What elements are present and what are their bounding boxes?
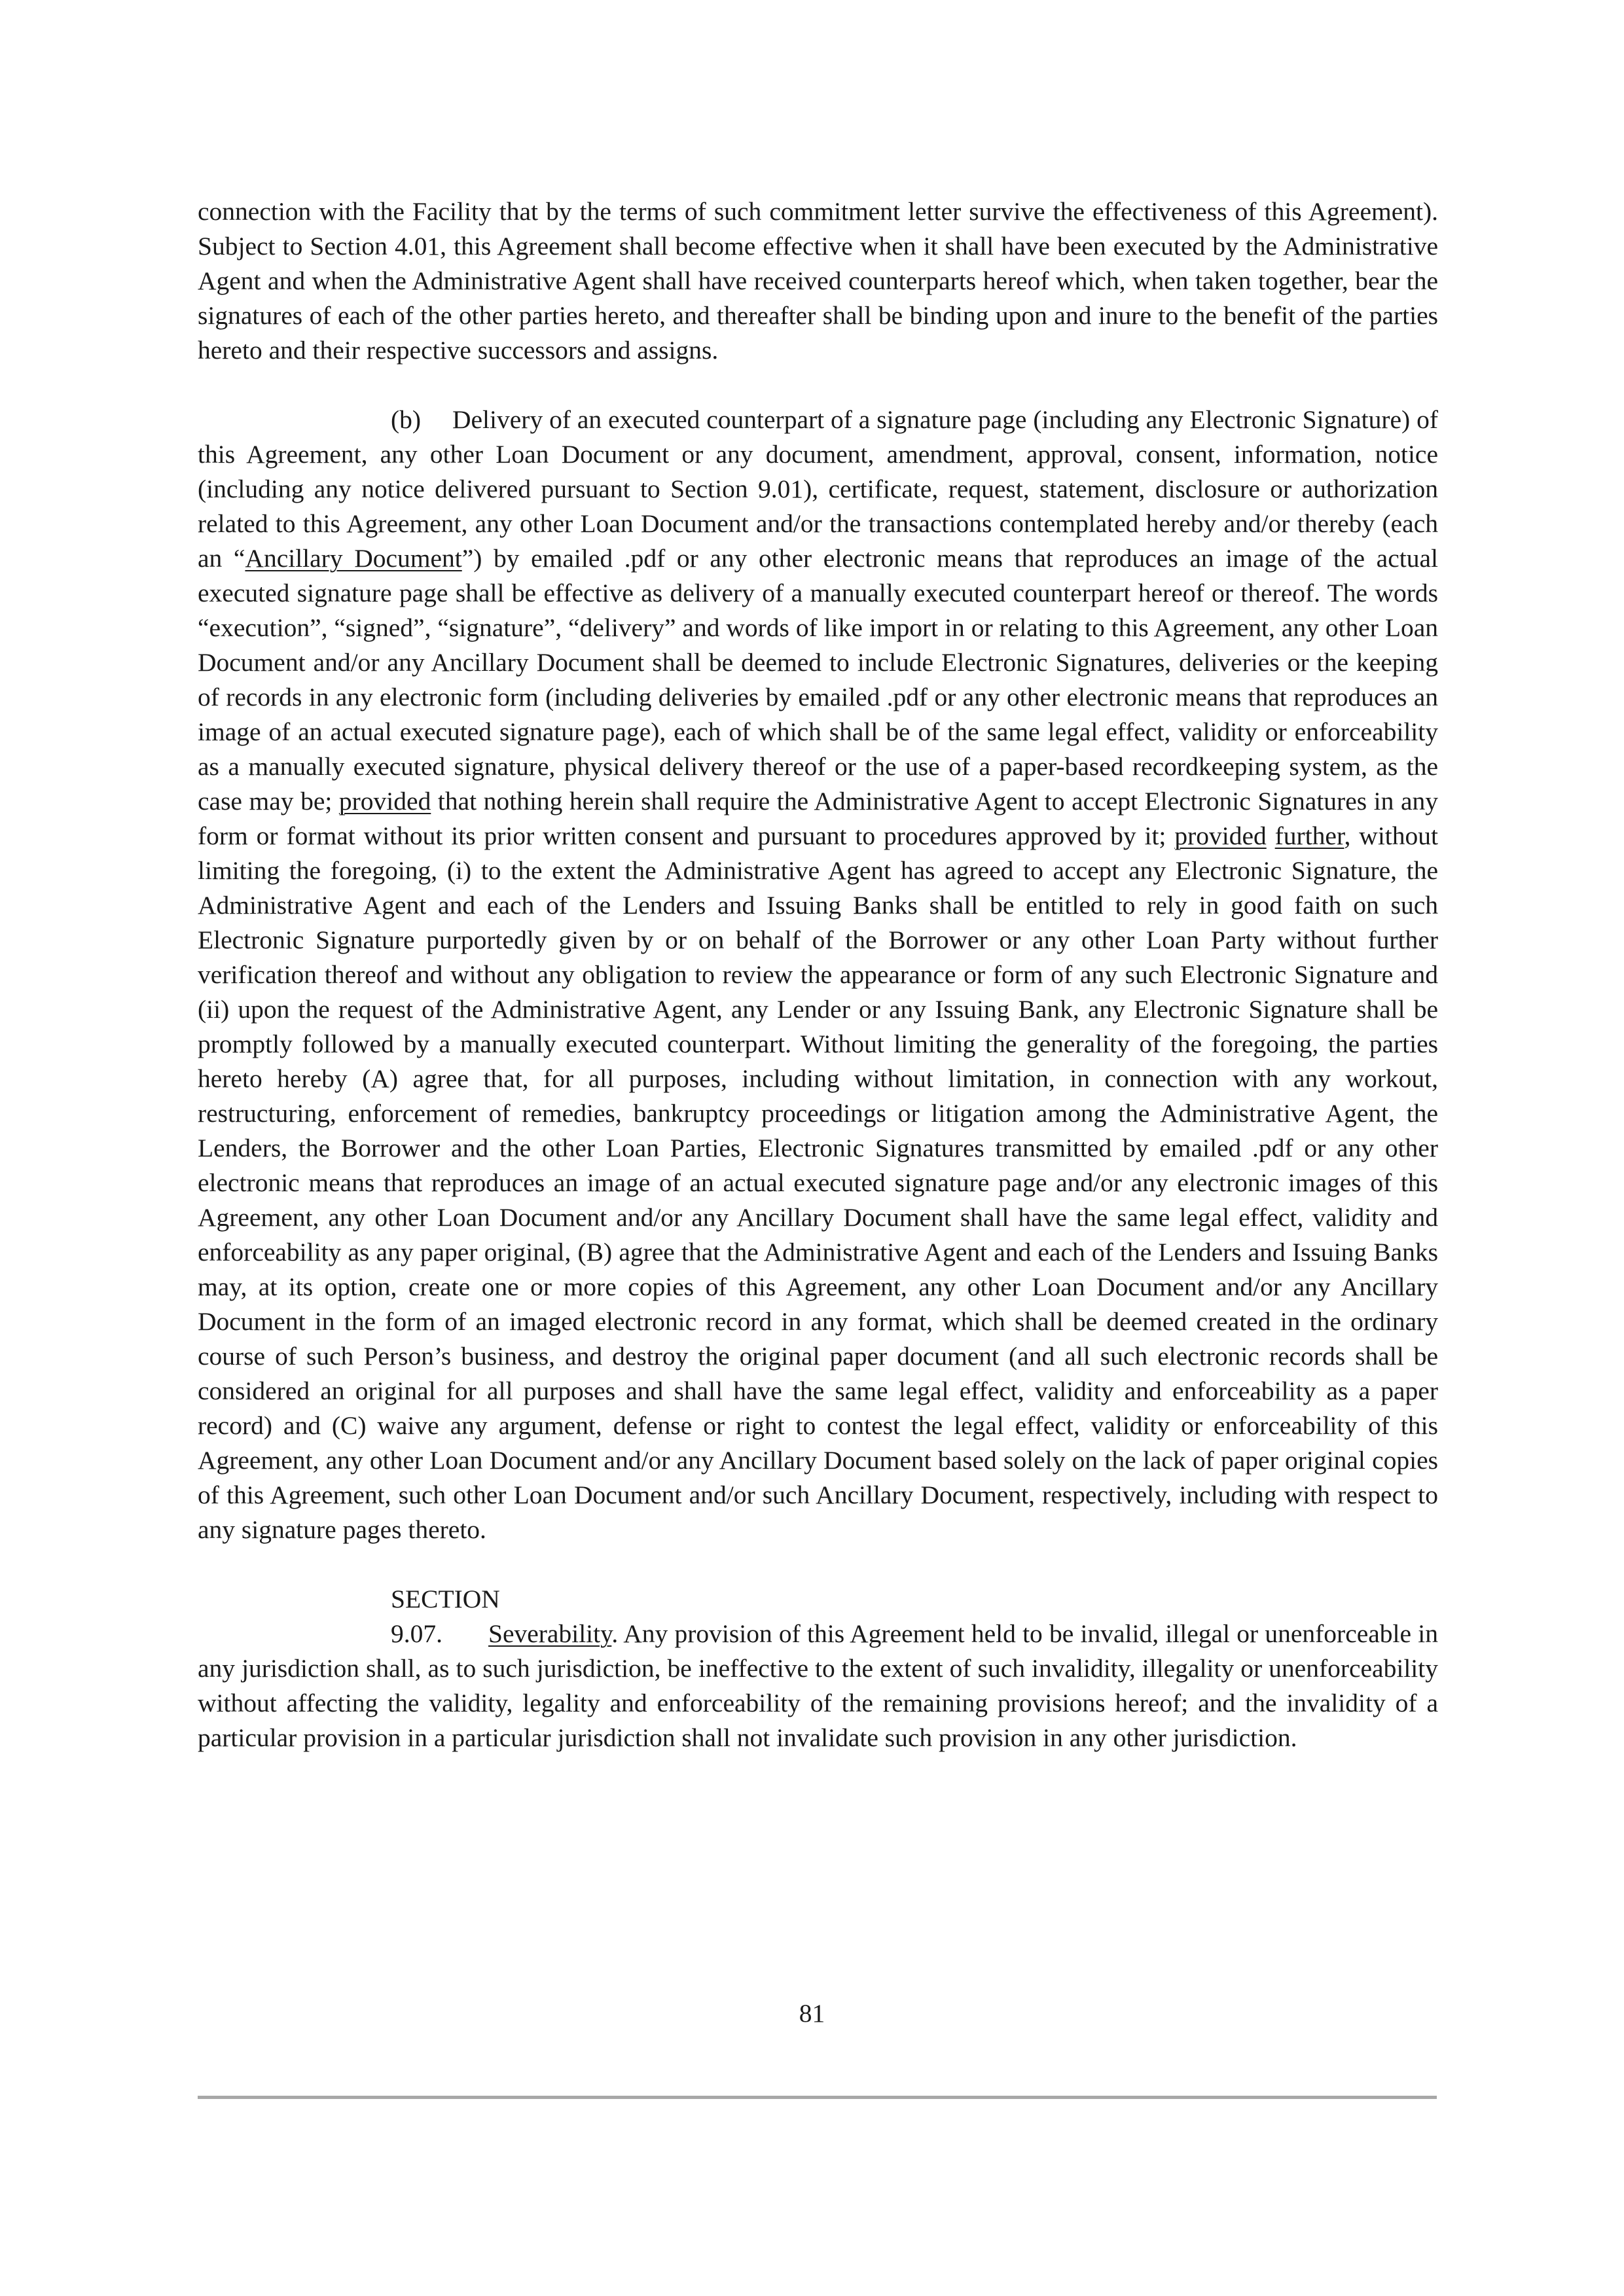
page-body	[198, 194, 1438, 1755]
section-number: SECTION 9.07.	[391, 1585, 500, 1648]
section-heading: Severability	[488, 1619, 612, 1648]
proviso-provided: provided	[338, 787, 431, 816]
paragraph-b-text: Delivery of an executed counterpart of a signature page (including any Electronic Signature) of this Agreement, any other Loan Document or any document, amendment, approval, consent, information, notice (including any notice delivered pursuant to Section 9.01), certificate, request, statement, disclosure or authorization related to this Agreement, any other Loan Document and/or the transactions contemplated hereby and/or thereby (each an “	[198, 405, 1438, 573]
paragraph-b-text: , without limiting the foregoing, (i) to the extent the Administrative Agent has agreed to accept any Electronic Signature, the Administrative Agent and each of the Lenders and Issuing Banks shall be entitled to rely in good faith on such Electronic Signature purportedly given by or on behalf of the Borrower or any other Loan Party without further verification thereof and without any obligation to review the appearance or form of any such Electronic Signature and (ii) upon the request of the Administrative Agent, any Lender or any Issuing Bank, any Electronic Signature shall be promptly followed by a manually executed counterpart. Without limiting the generality of the foregoing, the parties hereto hereby (A) agree that, for all purposes, including without limitation, in connection with any workout, restructuring, enforcement of remedies, bankruptcy proceedings or litigation among the Administrative Agent, the Lenders, the Borrower and the other Loan Parties, Electronic Signatures transmitted by emailed .pdf or any other electronic means that reproduces an image of an actual executed signature page and/or any electronic images of this Agreement, any other Loan Document and/or any Ancillary Document shall have the same legal effect, validity and enforceability as any paper original, (B) agree that the Administrative Agent and each of the Lenders and Issuing Banks may, at its option, create one or more copies of this Agreement, any other Loan Document and/or any Ancillary Document in the form of an imaged electronic record in any format, which shall be deemed created in the ordinary course of such Person’s business, and destroy the original paper document (and all such electronic records shall be considered an original for all purposes and shall have the same legal effect, validity and enforceability as a paper record) and (C) waive any argument, defense or right to contest the legal effect, validity or enforceability of this Agreement, any other Loan Document and/or any Ancillary Document based solely on the lack of paper original copies of this Agreement, such other Loan Document and/or such Ancillary Document, respectively, including with respect to any signature pages thereto.	[198, 821, 1439, 1544]
paragraph-b-text	[1267, 821, 1275, 850]
footer-divider	[198, 2096, 1437, 2099]
paragraph-b-marker: (b)	[391, 405, 422, 434]
page-number: 81	[799, 1999, 825, 2028]
defined-term-ancillary-document: Ancillary Document	[245, 544, 462, 573]
proviso-provided-further-2: further	[1274, 821, 1344, 850]
section-9-07	[198, 1582, 1438, 1755]
continuation-paragraph: connection with the Facility that by the terms of such commitment letter survive the effectiveness of this Agreement). Subject to Section 4.01, this Agreement shall become effective when it shall have been executed by the Administrative Agent and when the Administrative Agent shall have received counterparts hereof which, when taken together, bear the signatures of each of the other parties hereto, and thereafter shall be binding upon and inure to the benefit of the parties hereto and their respective successors and assigns.	[198, 197, 1438, 365]
paragraph-b-text: ”) by emailed .pdf or any other electronic means that reproduces an image of the actual executed signature page shall be effective as delivery of a manually executed counterpart hereof or thereof. The words “execution”, “signed”, “signature”, “delivery” and words of like import in or relating to this Agreement, any other Loan Document and/or any Ancillary Document shall be deemed to include Electronic Signatures, deliveries or the keeping of records in any electronic form (including deliveries by emailed .pdf or any other electronic means that reproduces an image of an actual executed signature page), each of which shall be of the same legal effect, validity or enforceability as a manually executed signature, physical delivery thereof or the use of a paper-based recordkeeping system, as the case may be;	[198, 544, 1438, 816]
paragraph-b	[198, 403, 1438, 1547]
proviso-provided-further-1: provided	[1174, 821, 1267, 850]
section-text: . Any provision of this Agreement held to be invalid, illegal or unenforceable in any jurisdiction shall, as to such jurisdiction, be ineffective to the extent of such invalidity, illegality or unenforceability without affecting the validity, legality and enforceability of the remaining provisions hereof; and the invalidity of a particular provision in a particular jurisdiction shall not invalidate such provision in any other jurisdiction.	[198, 1619, 1438, 1752]
paragraph-b-text: that nothing herein shall require the Administrative Agent to accept Electronic Signatures in any form or format without its prior written consent and pursuant to procedures approved by it;	[198, 787, 1438, 850]
